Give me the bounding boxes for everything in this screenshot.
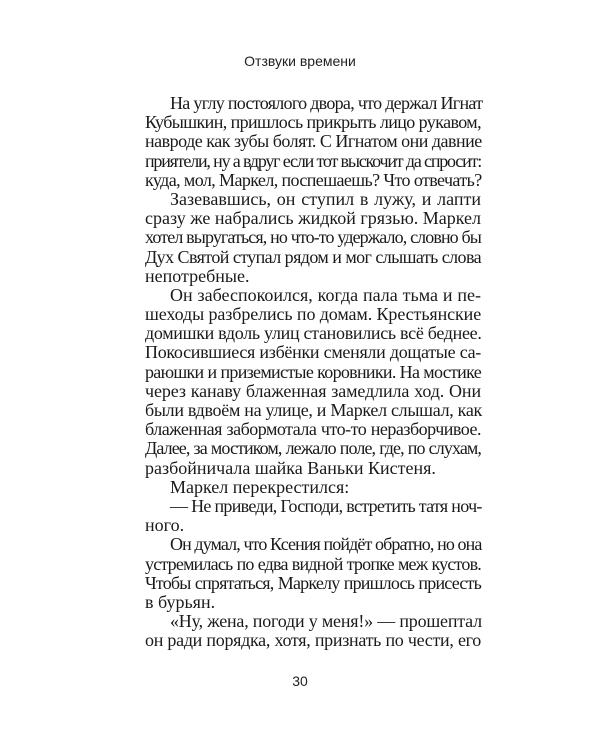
text-line: На углу постоялого двора, что держал Игнат	[170, 93, 483, 113]
text-line: были вдвоём на улице, и Маркел слышал, как	[145, 400, 482, 420]
text-line: хотел выругаться, но что-то удержало, словно бы	[145, 227, 481, 248]
text-line: навроде как зубы болят. С Игнатом они давние	[145, 131, 482, 152]
text-line: раюшки и приземистые коровники. На мостике	[145, 361, 481, 382]
text-line: непотребные.	[145, 265, 250, 286]
text-line: Далее, за мостиком, лежало поле, где, по слухам,	[145, 438, 481, 459]
text-line: «Ну, жена, погоди у меня!» — прошептал	[170, 611, 482, 632]
text-line: ного.	[145, 515, 185, 536]
text-line: сразу же набрались жидкой грязью. Маркел	[145, 208, 482, 229]
text-line: Он забеспокоился, когда пала тьма и пе-	[170, 284, 481, 305]
text-line: Он думал, что Ксения пойдёт обратно, но она	[170, 534, 482, 555]
text-line: в бурьян.	[145, 591, 216, 612]
text-line: домишки вдоль улиц становились всё беднее.	[145, 323, 482, 344]
text-line: разбойничала шайка Ваньки Кистеня.	[145, 457, 436, 478]
text-line: шеходы разбрелись по домам. Крестьянские	[145, 304, 482, 325]
text-line: Кубышкин, пришлось прикрыть лицо рукавом,	[145, 112, 481, 133]
page-body-text	[145, 94, 481, 650]
text-line: — Не приведи, Господи, встретить татя ноч-	[170, 495, 482, 516]
text-line: Покосившиеся избёнки сменяли дощатые са-	[145, 342, 481, 363]
text-line: приятели, ну а вдруг если тот выскочит да спросит:	[145, 150, 481, 171]
text-line: устремилась по едва видной тропке меж кустов.	[145, 553, 481, 574]
text-line: блаженная забормотала что-то неразборчивое.	[145, 419, 481, 440]
text-line: через канаву блаженная замедлила ход. Они	[145, 380, 481, 401]
text-line: он ради порядка, хотя, признать по чести, его	[145, 630, 481, 651]
text-line: Зазевавшись, он ступил в лужу, и лапти	[170, 188, 481, 209]
text-line: куда, мол, Маркел, поспешаешь? Что отвечать?	[145, 169, 482, 190]
text-line: Маркел перекрестился:	[170, 476, 350, 497]
page-number: 30	[292, 673, 308, 689]
text-line: Чтобы спрятаться, Маркелу пришлось присесть	[145, 572, 481, 593]
text-line: Дух Святой ступал рядом и мог слышать слова	[145, 246, 481, 267]
running-header: Отзвуки времени	[244, 53, 356, 69]
